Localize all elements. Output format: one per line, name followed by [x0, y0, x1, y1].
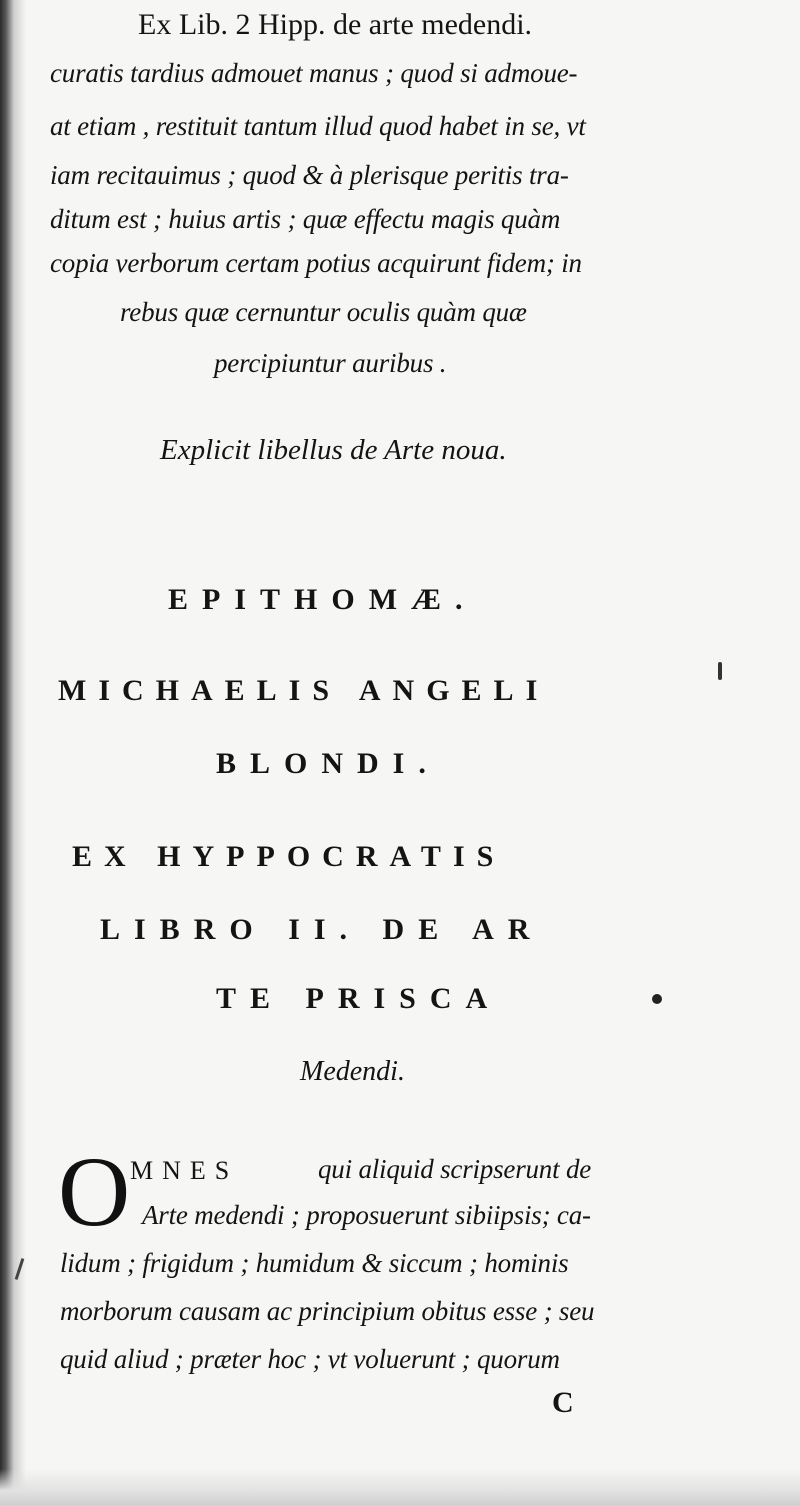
body-line-4: ditum est ; huius artis ; quæ effectu magis quàm — [50, 204, 561, 234]
title-te-prisca: TE PRISCA — [216, 982, 502, 1015]
margin-mark-right — [718, 662, 722, 680]
title-epithomae: EPITHOMÆ. — [168, 583, 477, 616]
ink-dot — [652, 994, 662, 1004]
subtitle-medendi: Medendi. — [300, 1056, 405, 1087]
explicit-line: Explicit libellus de Arte noua. — [160, 434, 507, 466]
title-michaelis-angeli: MICHAELIS ANGELI — [58, 674, 550, 707]
signature-mark: C — [552, 1386, 574, 1419]
title-libro-ii: LIBRO II. DE AR — [100, 913, 544, 946]
body-line-5: copia verborum certam potius acquirunt fidem; in — [50, 248, 582, 278]
drop-cap: O — [58, 1136, 131, 1247]
body-bottom-line-3: lidum ; frigidum ; humidum & siccum ; hominis — [60, 1248, 569, 1278]
page-gutter-shadow — [0, 0, 26, 1505]
body-line-6: rebus quæ cernuntur oculis quàm quæ — [120, 297, 527, 327]
body-bottom-line-1: qui aliquid scripserunt de — [318, 1154, 592, 1184]
body-bottom-line-2: Arte medendi ; proposuerunt sibiipsis; ca- — [142, 1200, 591, 1230]
body-line-1: curatis tardius admouet manus ; quod si admoue- — [50, 58, 578, 88]
title-ex-hyppocratis: EX HYPPOCRATIS — [72, 840, 506, 873]
body-line-2: at etiam , restituit tantum illud quod habet in se, vt — [50, 111, 586, 141]
body-bottom-line-4: morborum causam ac principium obitus esse ; seu — [60, 1296, 595, 1326]
body-line-7: percipiuntur auribus . — [214, 348, 447, 378]
page-bottom-shadow — [0, 1469, 800, 1505]
opening-caps: MNES — [130, 1156, 239, 1185]
title-blondi: BLONDI. — [216, 747, 440, 780]
body-bottom-line-5: quid aliud ; præter hoc ; vt voluerunt ; quorum — [60, 1344, 560, 1374]
body-line-3: iam recitauimus ; quod & à plerisque peritis tra- — [50, 160, 569, 190]
running-head: Ex Lib. 2 Hipp. de arte medendi. — [138, 8, 533, 41]
